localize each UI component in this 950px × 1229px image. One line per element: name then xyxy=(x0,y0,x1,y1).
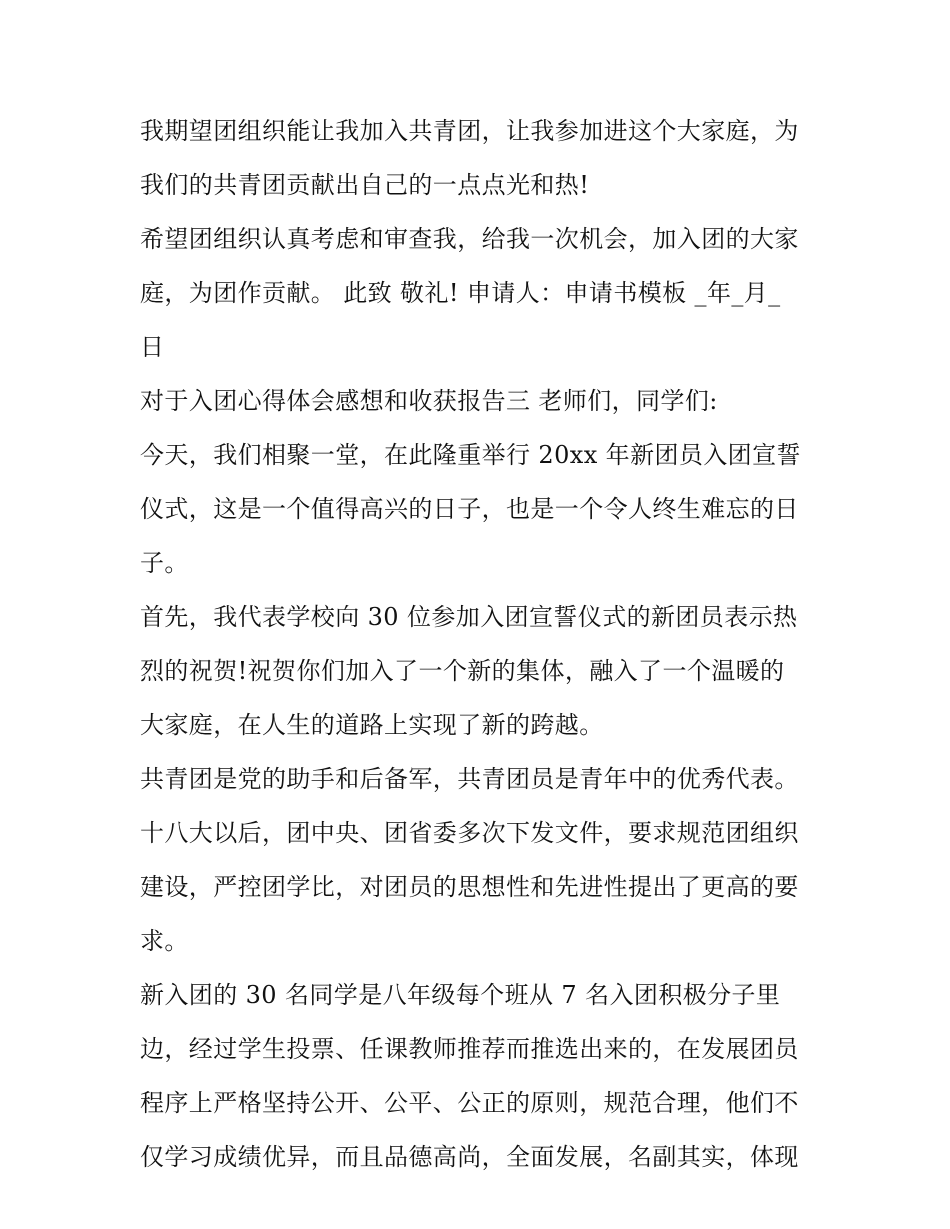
text-line: 子。 xyxy=(140,549,189,577)
text-line: 程序上严格坚持公开、公平、公正的原则，规范合理，他们不 xyxy=(140,1089,799,1117)
text-line: 共青团是党的助手和后备军，共青团员是青年中的优秀代表。 xyxy=(140,765,799,793)
text-line: 仪式，这是一个值得高兴的日子，也是一个令人终生难忘的日 xyxy=(140,495,799,523)
text-line: 我们的共青团贡献出自己的一点点光和热! xyxy=(140,171,590,199)
document-page xyxy=(140,104,820,1184)
text-line: 十八大以后，团中央、团省委多次下发文件，要求规范团组织 xyxy=(140,819,799,847)
text-line: 烈的祝贺!祝贺你们加入了一个新的集体，融入了一个温暖的 xyxy=(140,657,785,685)
text-line: 建设，严控团学比，对团员的思想性和先进性提出了更高的要 xyxy=(140,873,799,901)
text-line: 我期望团组织能让我加入共青团，让我参加进这个大家庭，为 xyxy=(140,117,799,145)
text-line: 大家庭，在人生的道路上实现了新的跨越。 xyxy=(140,711,604,739)
text-line: 希望团组织认真考虑和审查我，给我一次机会，加入团的大家 xyxy=(140,225,799,253)
text-line: 边，经过学生投票、任课教师推荐而推选出来的，在发展团员 xyxy=(140,1035,799,1063)
text-line: 仅学习成绩优异，而且品德高尚，全面发展，名副其实，体现 xyxy=(140,1143,799,1171)
text-line: 首先，我代表学校向 30 位参加入团宣誓仪式的新团员表示热 xyxy=(140,603,798,631)
text-line: 对于入团心得体会感想和收获报告三 老师们，同学们: xyxy=(140,387,718,415)
text-line: 求。 xyxy=(140,927,189,955)
text-line: 庭，为团作贡献。 此致 敬礼! 申请人：申请书模板 _年_月_ xyxy=(140,279,781,307)
text-line: 日 xyxy=(140,333,165,361)
text-line: 新入团的 30 名同学是八年级每个班从 7 名入团积极分子里 xyxy=(140,981,781,1009)
text-line: 今天，我们相聚一堂，在此隆重举行 20xx 年新团员入团宣誓 xyxy=(140,441,801,469)
